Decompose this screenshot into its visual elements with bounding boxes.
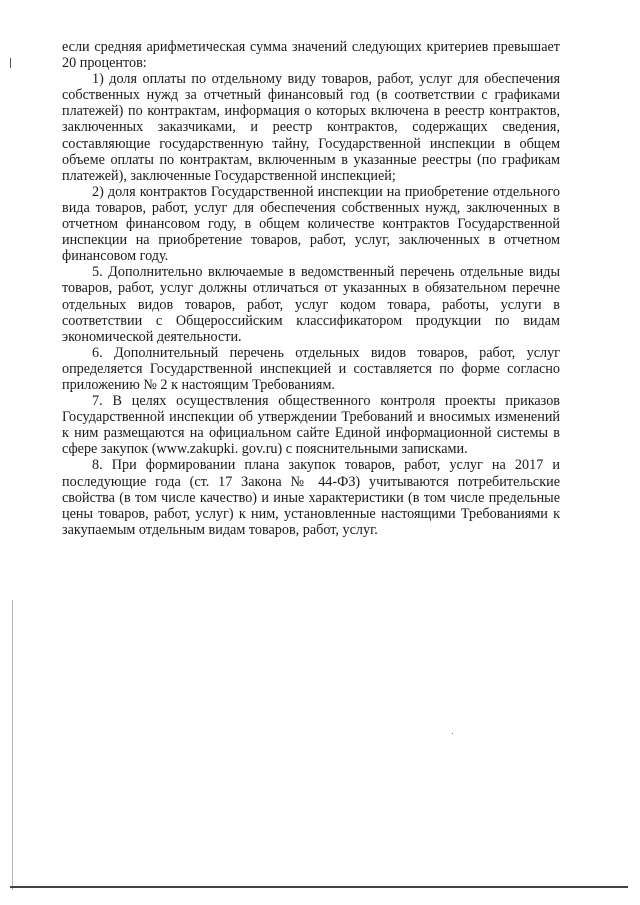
paragraph-item-8: 8. При формировании плана закупок товаров, работ, услуг на 2017 и последующие года (ст. 17 Закона № 44-ФЗ) учитываются потребительские свойства (в том числе качество) и иные характеристики (в том числе предельные цены товаров, работ, услуг) к ним, установленные настоящими Требованиями к закупаемым отдельным видам товаров, работ, услуг. — [62, 457, 560, 538]
document-body — [62, 39, 560, 538]
paragraph-item-7: 7. В целях осуществления общественного контроля проекты приказов Государственной инспекции об утверждении Требований и вносимых изменений к ним размещаются на официальном сайте Единой информационной системы в сфере закупок (www.zakupki. gov.ru) с пояснительными записками. — [62, 393, 560, 458]
scan-bottom-edge — [10, 886, 628, 888]
paragraph-criterion-1: 1) доля оплаты по отдельному виду товаров, работ, услуг для обеспечения собственных нужд за отчетный финансовый год (в соответствии с графиками платежей) по контрактам, информация о которых включена в реестр контрактов, заключенных заказчиками, и реестр контрактов, содержащих сведения, составляющие государственную тайну, Государственной инспекции в общем объеме оплаты по контрактам, включенным в указанные реестры (по графикам платежей), заключенные Государственной инспекцией; — [62, 71, 560, 184]
paragraph-criterion-2: 2) доля контрактов Государственной инспекции на приобретение отдельного вида товаров, работ, услуг для обеспечения собственных нужд, заключенных в отчетном финансовом году, в общем количестве контрактов Государственной инспекции на приобретение товаров, работ, услуг, заключенных в отчетном финансовом году. — [62, 183, 560, 265]
paragraph-criteria-intro: если средняя арифметическая сумма значений следующих критериев превышает 20 процентов: — [62, 39, 560, 72]
paragraph-item-6: 6. Дополнительный перечень отдельных видов товаров, работ, услуг определяется Государственной инспекцией и составляется по форме согласно приложению № 2 к настоящим Требованиям. — [62, 344, 560, 393]
scan-margin-mark — [10, 58, 11, 68]
scan-left-edge — [12, 600, 13, 890]
scan-speck — [452, 733, 453, 734]
paragraph-item-5: 5. Дополнительно включаемые в ведомственный перечень отдельные виды товаров, работ, услуг должны отличаться от указанных в обязательном перечне отдельных видов товаров, работ, услуг кодом товара, работы, услуги в соответствии с Общероссийским классификатором продукции по видам экономической деятельности. — [62, 264, 560, 345]
